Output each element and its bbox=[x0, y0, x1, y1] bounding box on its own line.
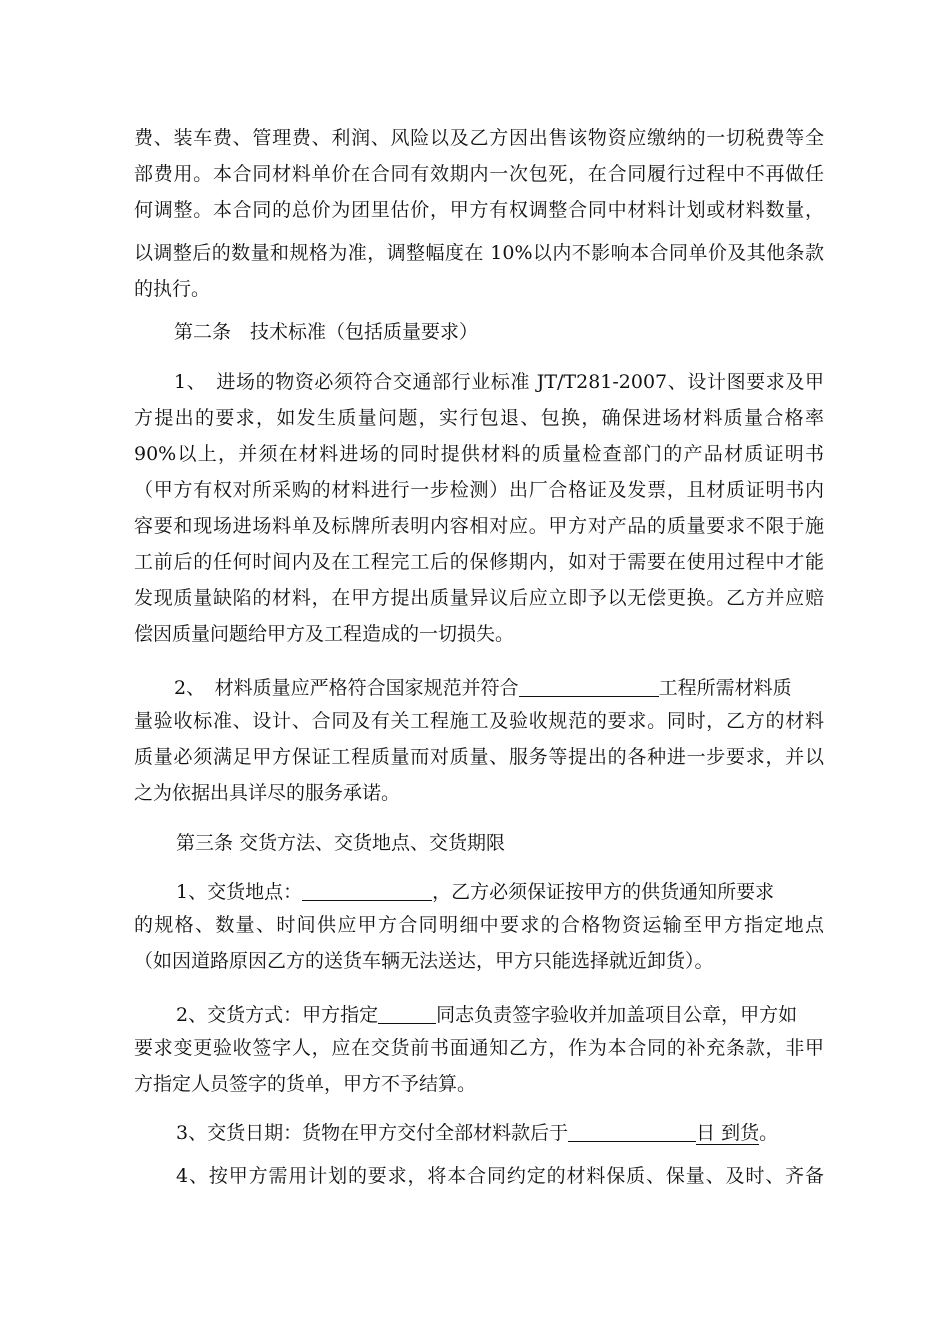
p1-line-3: 何调整。本合同的总价为团里估价，甲方有权调整合同中材料计划或材料数量， bbox=[134, 199, 824, 221]
a2-item2-suffix: 工程所需材料质 bbox=[658, 677, 792, 699]
a3-item2-line-3: 方指定人员签字的货单，甲方不予结算。 bbox=[134, 1073, 477, 1095]
a2-item2-line-2: 量验收标准、设计、合同及有关工程施工及验收规范的要求。同时，乙方的材料 bbox=[134, 710, 824, 732]
a2-item1-line-7: 发现质量缺陷的材料，在甲方提出质量异议后应立即予以无偿更换。乙方并应赔 bbox=[134, 587, 824, 609]
a3-item1-prefix: 1、交货地点： bbox=[176, 881, 303, 903]
a3-item3-line-1 bbox=[176, 1118, 824, 1142]
a2-item2-line-1 bbox=[174, 673, 824, 697]
p1-line-2: 部费用。本合同材料单价在合同有效期内一次包死，在合同履行过程中不再做任 bbox=[134, 163, 824, 185]
a2-item1-line-8: 偿因质量问题给甲方及工程造成的一切损失。 bbox=[134, 623, 515, 645]
a3-item3-underlined: 日 到货 bbox=[696, 1122, 760, 1144]
a3-item1-line-1 bbox=[176, 877, 824, 901]
article-3-title: 第三条 交货方法、交货地点、交货期限 bbox=[176, 832, 506, 854]
article-2-title: 第二条 技术标准（包括质量要求） bbox=[174, 321, 479, 343]
a2-item1-line-4: （甲方有权对所采购的材料进行一步检测）出厂合格证及发票，且材质证明书内 bbox=[134, 479, 824, 501]
p1-line-1: 费、装车费、管理费、利润、风险以及乙方因出售该物资应缴纳的一切税费等全 bbox=[134, 127, 824, 149]
a2-item1-line-3: 90%以上，并须在材料进场的同时提供材料的质量检查部门的产品材质证明书 bbox=[134, 443, 824, 465]
project-name-blank bbox=[519, 676, 659, 697]
a3-item2-prefix: 2、交货方式：甲方指定 bbox=[176, 1004, 379, 1026]
receiver-name-blank bbox=[378, 1003, 436, 1024]
a3-item4-line-1: 4、按甲方需用计划的要求，将本合同约定的材料保质、保量、及时、齐备 bbox=[176, 1165, 824, 1187]
delivery-location-blank bbox=[302, 880, 432, 901]
a3-item3-end: 。 bbox=[759, 1122, 779, 1144]
a3-item2-line-1 bbox=[176, 1000, 824, 1024]
a2-item1-line-5: 容要和现场进场料单及标牌所表明内容相对应。甲方对产品的质量要求不限于施 bbox=[134, 515, 824, 537]
delivery-days-blank bbox=[568, 1121, 696, 1142]
a2-item1-line-2: 方提出的要求，如发生质量问题，实行包退、包换，确保进场材料质量合格率 bbox=[134, 407, 824, 429]
a2-item2-prefix: 2、 材料质量应严格符合国家规范并符合 bbox=[174, 677, 519, 699]
a3-item2-line-2: 要求变更验收签字人，应在交货前书面通知乙方，作为本合同的补充条款，非甲 bbox=[134, 1037, 824, 1059]
a3-item1-line-2: 的规格、数量、时间供应甲方合同明细中要求的合格物资运输至甲方指定地点 bbox=[134, 914, 824, 936]
a2-item1-line-6: 工前后的任何时间内及在工程完工后的保修期内，如对于需要在使用过程中才能 bbox=[134, 551, 824, 573]
a2-item1-line-1: 1、 进场的物资必须符合交通部行业标准 JT/T281-2007、设计图要求及甲 bbox=[174, 371, 824, 393]
a3-item1-line-3: （如因道路原因乙方的送货车辆无法送达，甲方只能选择就近卸货）。 bbox=[134, 950, 714, 972]
a3-item2-suffix: 同志负责签字验收并加盖项目公章，甲方如 bbox=[436, 1004, 798, 1026]
p1-line-5: 的执行。 bbox=[134, 278, 211, 300]
p1-line-4: 以调整后的数量和规格为准，调整幅度在 10%以内不影响本合同单价及其他条款 bbox=[134, 242, 824, 264]
a2-item2-line-3: 质量必须满足甲方保证工程质量而对质量、服务等提出的各种进一步要求，并以 bbox=[134, 746, 824, 768]
a2-item2-line-4: 之为依据出具详尽的服务承诺。 bbox=[134, 782, 401, 804]
a3-item3-prefix: 3、交货日期：货物在甲方交付全部材料款后于 bbox=[176, 1122, 569, 1144]
a3-item1-suffix: ，乙方必须保证按甲方的供货通知所要求 bbox=[432, 881, 775, 903]
